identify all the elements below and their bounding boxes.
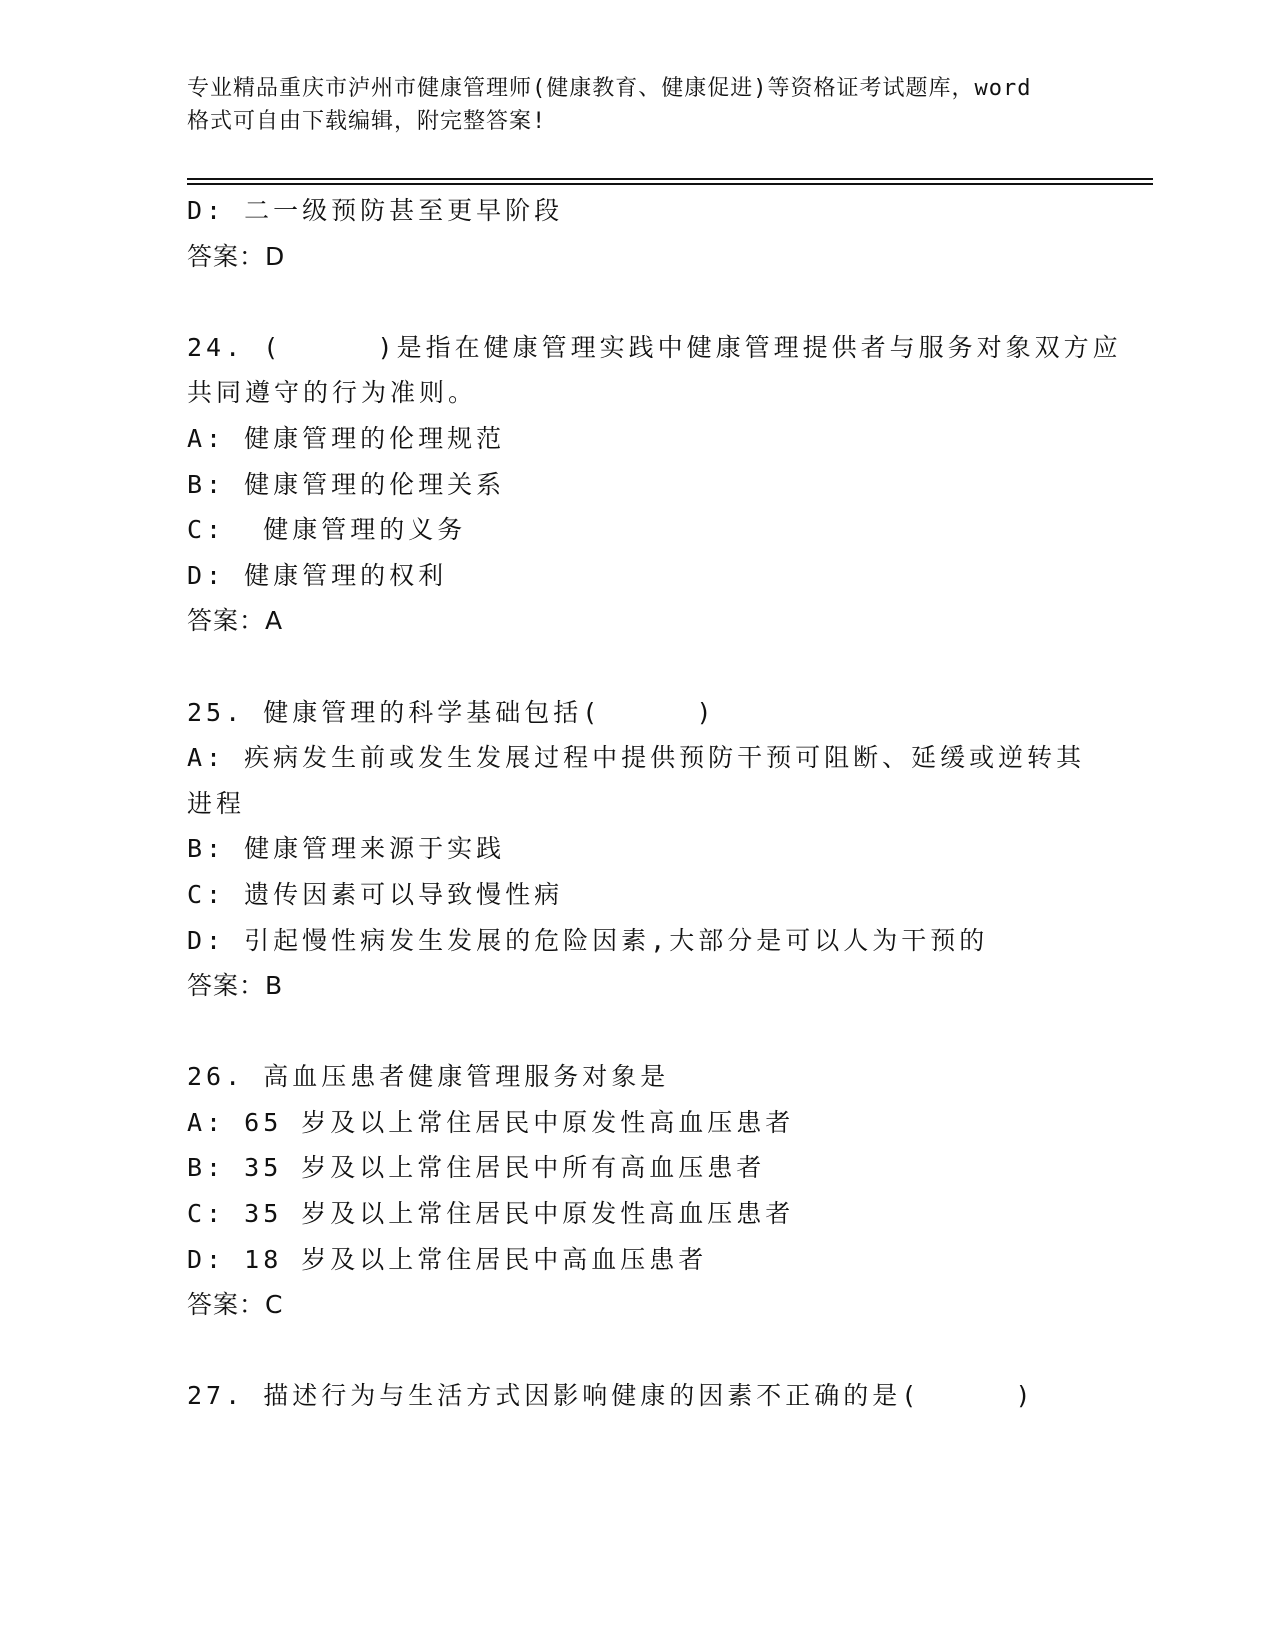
- header-divider-top: [187, 178, 1153, 180]
- spacer: [187, 1009, 1107, 1055]
- question-stem: 26. 高血压患者健康管理服务对象是: [187, 1062, 670, 1092]
- option-b: B: 健康管理来源于实践: [187, 834, 506, 864]
- header-line-1: 专业精品重庆市泸州市健康管理师(健康教育、健康促进)等资格证考试题库，word: [187, 76, 1032, 101]
- option-d: D: 18 岁及以上常住居民中高血压患者: [187, 1244, 708, 1274]
- option-b: B: 35 岁及以上常住居民中所有高血压患者: [187, 1153, 766, 1183]
- spacer: [187, 644, 1107, 690]
- option-a-continued: 进程: [187, 788, 246, 818]
- header-divider-bottom: [187, 183, 1153, 185]
- question-27: [187, 1373, 1107, 1419]
- spacer: [187, 279, 1107, 325]
- prev-question-tail: [187, 188, 1107, 279]
- option-a: A: 健康管理的伦理规范: [187, 423, 506, 453]
- option-c: C: 遗传因素可以导致慢性病: [187, 879, 564, 909]
- option-a: A: 65 岁及以上常住居民中原发性高血压患者: [187, 1107, 795, 1137]
- answer-line: 答案：C: [187, 1290, 284, 1320]
- question-stem: 27. 描述行为与生活方式因影响健康的因素不正确的是( ): [187, 1381, 1035, 1411]
- option-d: D: 二一级预防甚至更早阶段: [187, 196, 564, 225]
- spacer: [187, 1328, 1107, 1374]
- answer-line: 答案：A: [187, 606, 284, 636]
- question-stem-continued: 共同遵守的行为准则。: [187, 378, 478, 408]
- question-25: [187, 690, 1107, 1009]
- header-line-2: 格式可自由下载编辑，附完整答案!: [187, 109, 547, 134]
- question-stem: 24. ( )是指在健康管理实践中健康管理提供者与服务对象双方应: [187, 332, 1122, 362]
- question-list: [187, 188, 1122, 1419]
- document-header: [187, 72, 1107, 138]
- option-b: B: 健康管理的伦理关系: [187, 469, 506, 499]
- option-d: D: 健康管理的权利: [187, 560, 448, 590]
- option-c: C: 35 岁及以上常住居民中原发性高血压患者: [187, 1199, 795, 1229]
- question-stem: 25. 健康管理的科学基础包括( ): [187, 697, 716, 727]
- question-26: [187, 1054, 1107, 1328]
- answer-line: 答案：D: [187, 241, 286, 271]
- option-a: A: 疾病发生前或发生发展过程中提供预防干预可阻断、延缓或逆转其: [187, 743, 1086, 773]
- option-d: D: 引起慢性病发生发展的危险因素,大部分是可以人为干预的: [187, 925, 989, 955]
- question-24: [187, 325, 1122, 644]
- option-c: C: 健康管理的义务: [187, 515, 467, 545]
- answer-line: 答案：B: [187, 971, 284, 1001]
